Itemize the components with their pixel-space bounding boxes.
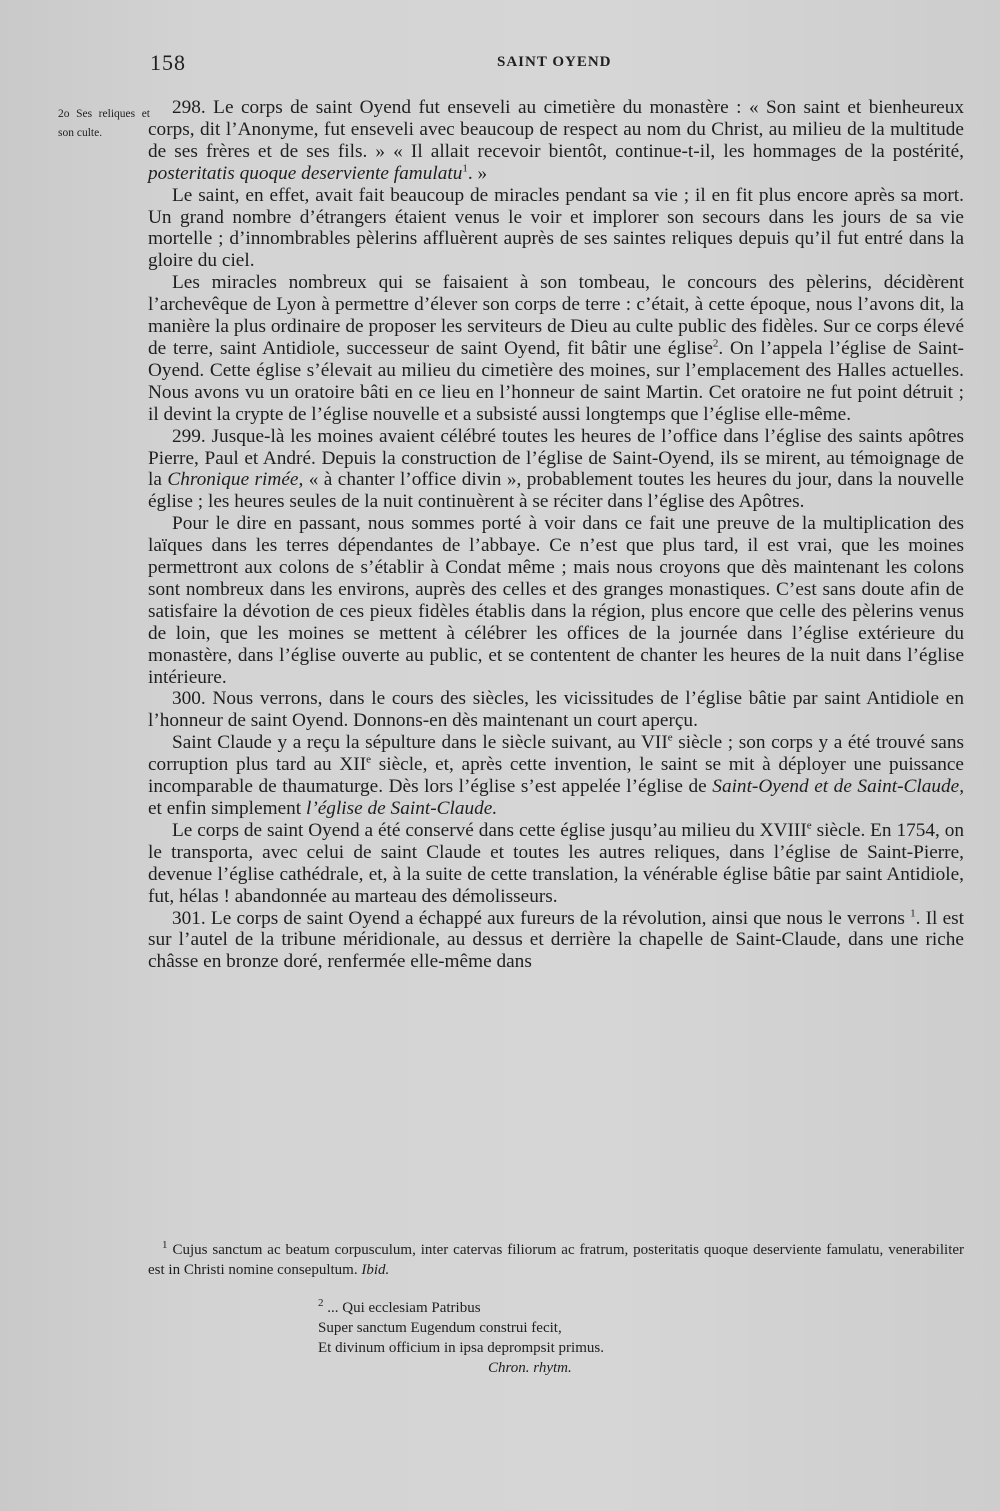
paragraph-text: Les miracles nombreux qui se faisaient à son tombeau, le concours des pèlerins, décidèrent l’archevêque de Lyon à permettre d’élever son corps de terre : c’était, à cette époque, nous l’avons dit, la manière la plus ordinaire de proposer les serviteurs de Dieu au culte public des fidèles. Sur ce corps élevé de terre, saint Antidiole, successeur de saint Oyend, fit bâtir une église [148,272,964,359]
paragraph-text: « à chanter l’office divin », probablement toutes les heures du jour, dans la nouvelle église ; les heures seules de la nuit continuèrent à se réciter dans l’église des Apôtres. [148,469,964,513]
running-title: SAINT OYEND [497,54,612,70]
verse-line: Super sanctum Eugendum construi fecit, [318,1320,562,1336]
page-number: 158 [150,50,186,75]
footnote-ref: 2 [712,337,719,350]
footnote-mark: 2 [318,1297,324,1309]
page-header [0,50,1000,80]
footnote-ref: 1 [462,162,468,175]
latin-quote: posteritatis quoque deserviente famulatu [148,162,463,184]
paragraph [148,820,964,908]
footnote-ref: 1 [910,907,916,920]
italic-name: Saint-Oyend et de Saint-Claude, [712,776,965,798]
margin-note: 2o Ses reliques et son culte. [58,108,150,139]
paragraph-text: siècle. En 1754, on le transporta, avec celui de saint Claude et toutes les autres reliques, dans l’église de Saint-Pierre, devenue l’église cathédrale, et, à la suite de cette translation, la vénérable église bâtie par saint Antidiole, fut, hélas ! abandonnée au marteau des démolisseurs. [148,819,964,907]
paragraph-text: . » [467,162,488,184]
italic-title: Chronique rimée, [167,469,304,491]
paragraph [148,272,964,425]
footnotes [148,1240,964,1378]
superscript: e [366,753,372,766]
footnote-mark: 1 [162,1239,168,1251]
footnote-text: Cujus sanctum ac beatum corpusculum, inter catervas filiorum ac fratrum, posteritatis quoque deserviente famulatu, venerabiliter est in Christi nomine consepultum. [148,1242,965,1278]
paragraph-text: 298. Le corps de saint Oyend fut enseveli au cimetière du monastère : « Son saint et bienheureux corps, dit l’Anonyme, fut enseveli avec beaucoup de respect au nom du Christ, au milieu de la multitude de ses frères et de ses fils. » « Il allait recevoir bientôt, continue-t-il, les hommages de la postérité, [148,97,964,162]
paragraph-text: siècle, et, après cette invention, le saint se mit à déployer une puissance incomparable de thaumaturge. Dès lors l’église s’est appelée l’église de [148,754,964,798]
paragraph-text: 299. Jusque-là les moines avaient célébré toutes les heures de l’office dans l’église des saints apôtres Pierre, Paul et André. Depuis la construction de l’église de Saint-Oyend, ils se mirent, au témoignage de la [148,425,964,491]
paragraph-299 [148,426,964,514]
paragraph-text: Le corps de saint Oyend a été conservé dans cette église jusqu’au milieu du XVIII [172,819,807,841]
footnote-source: Ibid. [361,1262,390,1278]
superscript: e [806,819,812,832]
paragraph-text: . On l’appela l’église de Saint-Oyend. Cette église s’élevait au milieu du cimetière des moines, sur l’emplacement des Halles actuelles. Nous avons vu un oratoire bâti en ce lieu en l’honneur de saint Martin. Cet oratoire ne fut point détruit ; il devint la crypte de l’église nouvelle et a subsisté aussi longtemps que l’église elle-même. [148,337,964,425]
paragraph-300: 300. Nous verrons, dans le cours des siècles, les vicissitudes de l’église bâtie par saint Antidiole en l’honneur de saint Oyend. Donnons-en dès maintenant un court aperçu. [148,688,964,732]
main-text [148,97,964,973]
paragraph-301 [148,908,964,974]
paragraph-text: et enfin simplement [148,798,302,819]
paragraph-text: siècle ; son corps y a été trouvé sans corruption plus tard au XII [148,732,965,776]
italic-name: l’église de Saint-Claude. [305,798,498,819]
paragraph [148,732,964,820]
verse-line [318,1298,964,1318]
paragraph: Le saint, en effet, avait fait beaucoup de miracles pendant sa vie ; il en fit plus encore après sa mort. Un grand nombre d’étrangers étaient venus le voir et implorer son secours dans les jours de sa vie mortelle ; d’innombrables pèlerins affluèrent auprès de ses saintes reliques depuis qu’il fut entré dans la gloire du ciel. [148,184,964,272]
superscript: e [667,731,673,744]
paragraph-text: 301. Le corps de saint Oyend a échappé aux fureurs de la révolution, ainsi que nous le verrons [172,907,905,929]
verse-line: Et divinum officium in ipsa deprompsit primus. [318,1340,604,1356]
footnote-source: Chron. rhytm. [488,1360,572,1376]
paragraph-text: Saint Claude y a reçu la sépulture dans le siècle suivant, au VII [172,732,668,754]
paragraph-298 [148,97,964,185]
verse-text: ... Qui ecclesiam Patribus [327,1300,481,1316]
paragraph-text: . Il est sur l’autel de la tribune méridionale, au dessus et derrière la chapelle de Saint-Claude, dans une riche châsse en bronze doré, renfermée elle-même dans [148,907,964,973]
footnote-1 [148,1240,964,1280]
paragraph: Pour le dire en passant, nous sommes porté à voir dans ce fait une preuve de la multiplication des laïques dans les terres dépendantes de l’abbaye. Ce n’est que plus tard, il est vrai, que les moines permettront aux colons de s’établir à Condat même ; mais nous croyons que dès maintenant les colons sont nombreux dans les environs, auprès des celles et des granges monastiques. C’est sans doute afin de satisfaire la dévotion de ces pieux fidèles établis dans la région, plus encore que celle des pèlerins venus de loin, que les moines se mettent à célébrer les offices de la journée dans l’église extérieure du monastère, dans l’église ouverte au public, et se contentent de chanter les heures de la nuit dans l’église intérieure. [148,513,964,688]
footnote-2 [148,1298,964,1378]
